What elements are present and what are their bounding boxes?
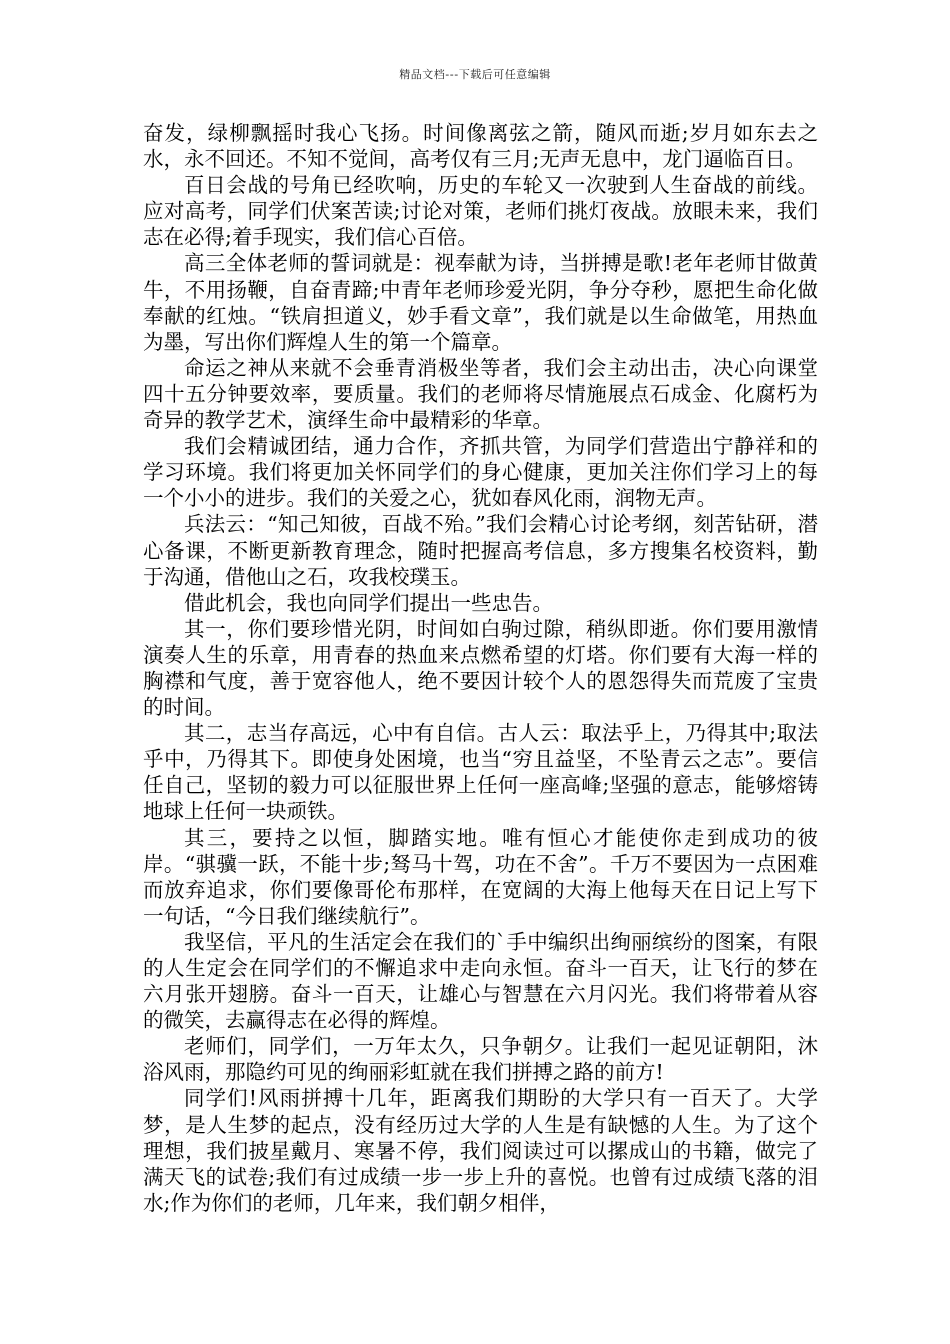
paragraph: 同学们!风雨拼搏十几年，距离我们期盼的大学只有一百天了。大学梦，是人生梦的起点，没有经历过大学的人生是有缺憾的人生。为了这个理想，我们披星戴月、寒暑不停，我们阅读过可以摞成山的书籍，做完了满天飞的试卷;我们有过成绩一步一步上升的喜悦。也曾有过成绩飞落的泪水;作为你们的老师，几年来，我们朝夕相伴， <box>143 1086 818 1215</box>
paragraph: 高三全体老师的誓词就是：视奉献为诗，当拼搏是歌!老年老师甘做黄牛，不用扬鞭，自奋青蹄;中青年老师珍爱光阴，争分夺秒，愿把生命化做奉献的红烛。“铁肩担道义，妙手看文章”，我们就是以生命做笔，用热血为墨，写出你们辉煌人生的第一个篇章。 <box>143 251 818 354</box>
paragraph: 其三，要持之以恒，脚踏实地。唯有恒心才能使你走到成功的彼岸。“骐骥一跃，不能十步;驽马十驾，功在不舍”。千万不要因为一点困难而放弃追求，你们要像哥伦布那样，在宽阔的大海上他每天在日记上写下一句话，“今日我们继续航行”。 <box>143 825 818 928</box>
paragraph: 借此机会，我也向同学们提出一些忠告。 <box>184 590 553 615</box>
paragraph: 其二，志当存高远，心中有自信。古人云：取法乎上，乃得其中;取法乎中，乃得其下。即使身处困境，也当“穷且益坚，不坠青云之志”。要信任自己，坚韧的毅力可以征服世界上任何一座高峰;坚强的意志，能够熔铸地球上任何一块顽铁。 <box>143 721 818 824</box>
paragraph: 命运之神从来就不会垂青消极坐等者，我们会主动出击，决心向课堂四十五分钟要效率，要质量。我们的老师将尽情施展点石成金、化腐朽为奇异的教学艺术，演绎生命中最精彩的华章。 <box>143 355 818 433</box>
page-header: 精品文档---下载后可任意编辑 <box>399 68 551 81</box>
document-body <box>143 120 818 1216</box>
paragraph: 奋发，绿柳飘摇时我心飞扬。时间像离弦之箭，随风而逝;岁月如东去之水，永不回还。不知不觉间，高考仅有三月;无声无息中，龙门逼临百日。 <box>143 121 818 172</box>
paragraph: 老师们，同学们，一万年太久，只争朝夕。让我们一起见证朝阳，沐浴风雨，那隐约可见的绚丽彩虹就在我们拼搏之路的前方! <box>143 1034 818 1085</box>
paragraph: 兵法云：“知己知彼，百战不殆。”我们会精心讨论考纲，刻苦钻研，潜心备课，不断更新教育理念，随时把握高考信息，多方搜集名校资料，勤于沟通，借他山之石，攻我校璞玉。 <box>143 512 818 589</box>
paragraph: 我们会精诚团结，通力合作，齐抓共管，为同学们营造出宁静祥和的学习环境。我们将更加关怀同学们的身心健康，更加关注你们学习上的每一个小小的进步。我们的关爱之心，犹如春风化雨，润物无声。 <box>143 434 818 511</box>
paragraph: 其一，你们要珍惜光阴，时间如白驹过隙，稍纵即逝。你们要用激情演奏人生的乐章，用青春的热血来点燃希望的灯塔。你们要有大海一样的胸襟和气度，善于宽容他人，绝不要因计较个人的恩怨得失而荒废了宝贵的时间。 <box>143 616 818 720</box>
paragraph: 我坚信，平凡的生活定会在我们的`手中编织出绚丽缤纷的图案，有限的人生定会在同学们的不懈追求中走向永恒。奋斗一百天，让飞行的梦在六月张开翅膀。奋斗一百天，让雄心与智慧在六月闪光。我们将带着从容的微笑，去赢得志在必得的辉煌。 <box>143 929 818 1033</box>
paragraph: 百日会战的号角已经吹响，历史的车轮又一次驶到人生奋战的前线。应对高考，同学们伏案苦读;讨论对策，老师们挑灯夜战。放眼未来，我们志在必得;着手现实，我们信心百倍。 <box>143 173 818 250</box>
